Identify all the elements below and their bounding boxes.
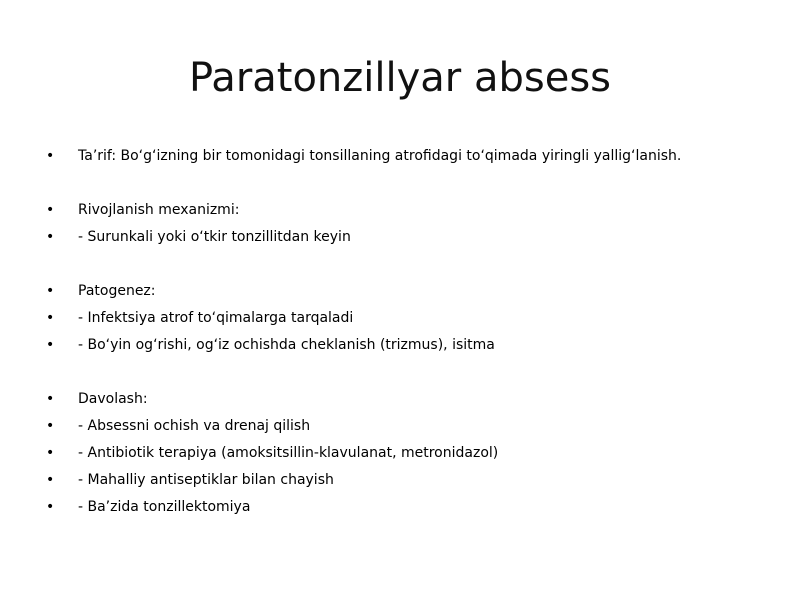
bullet-text: - Bo‘yin og‘rishi, og‘iz ochishda cheklanish (trizmus), isitma xyxy=(78,337,495,353)
bullet-item-definition xyxy=(46,143,766,170)
slide-title: Paratonzillyar absess xyxy=(188,55,611,101)
bullet-item-treatment-heading xyxy=(46,386,766,413)
bullet-icon: • xyxy=(46,229,55,245)
bullet-item-mechanism xyxy=(46,224,766,251)
bullet-text: Rivojlanish mexanizmi: xyxy=(78,202,240,218)
bullet-text: Patogenez: xyxy=(78,283,156,299)
bullet-icon: • xyxy=(46,283,55,299)
bullet-item-treatment-3 xyxy=(46,467,766,494)
bullet-item-pathogenesis-2 xyxy=(46,332,766,359)
bullet-text: Ta’rif: Bo‘g‘izning bir tomonidagi tonsillaning atrofidagi to‘qimada yiringli yallig‘lanish. xyxy=(78,148,682,164)
bullet-text: - Mahalliy antiseptiklar bilan chayish xyxy=(78,472,334,488)
bullet-text: - Antibiotik terapiya (amoksitsillin-klavulanat, metronidazol) xyxy=(78,445,499,461)
bullet-item-mechanism-heading xyxy=(46,197,766,224)
bullet-list xyxy=(46,143,766,521)
bullet-icon: • xyxy=(46,148,55,164)
bullet-icon: • xyxy=(46,391,55,407)
bullet-icon: • xyxy=(46,472,55,488)
bullet-icon: • xyxy=(46,418,55,434)
bullet-item-pathogenesis-heading xyxy=(46,278,766,305)
bullet-icon: • xyxy=(46,202,55,218)
bullet-item-treatment-4 xyxy=(46,494,766,521)
bullet-icon: • xyxy=(46,499,55,515)
bullet-item-treatment-1 xyxy=(46,413,766,440)
bullet-icon: • xyxy=(46,310,55,326)
bullet-text: - Absessni ochish va drenaj qilish xyxy=(78,418,311,434)
bullet-icon: • xyxy=(46,445,55,461)
bullet-icon: • xyxy=(46,337,55,353)
bullet-text: Davolash: xyxy=(78,391,148,407)
bullet-item-treatment-2 xyxy=(46,440,766,467)
bullet-item-pathogenesis-1 xyxy=(46,305,766,332)
bullet-text: - Surunkali yoki o‘tkir tonzillitdan keyin xyxy=(78,229,351,245)
bullet-text: - Infektsiya atrof to‘qimalarga tarqaladi xyxy=(78,310,354,326)
bullet-text: - Ba’zida tonzillektomiya xyxy=(78,499,251,515)
